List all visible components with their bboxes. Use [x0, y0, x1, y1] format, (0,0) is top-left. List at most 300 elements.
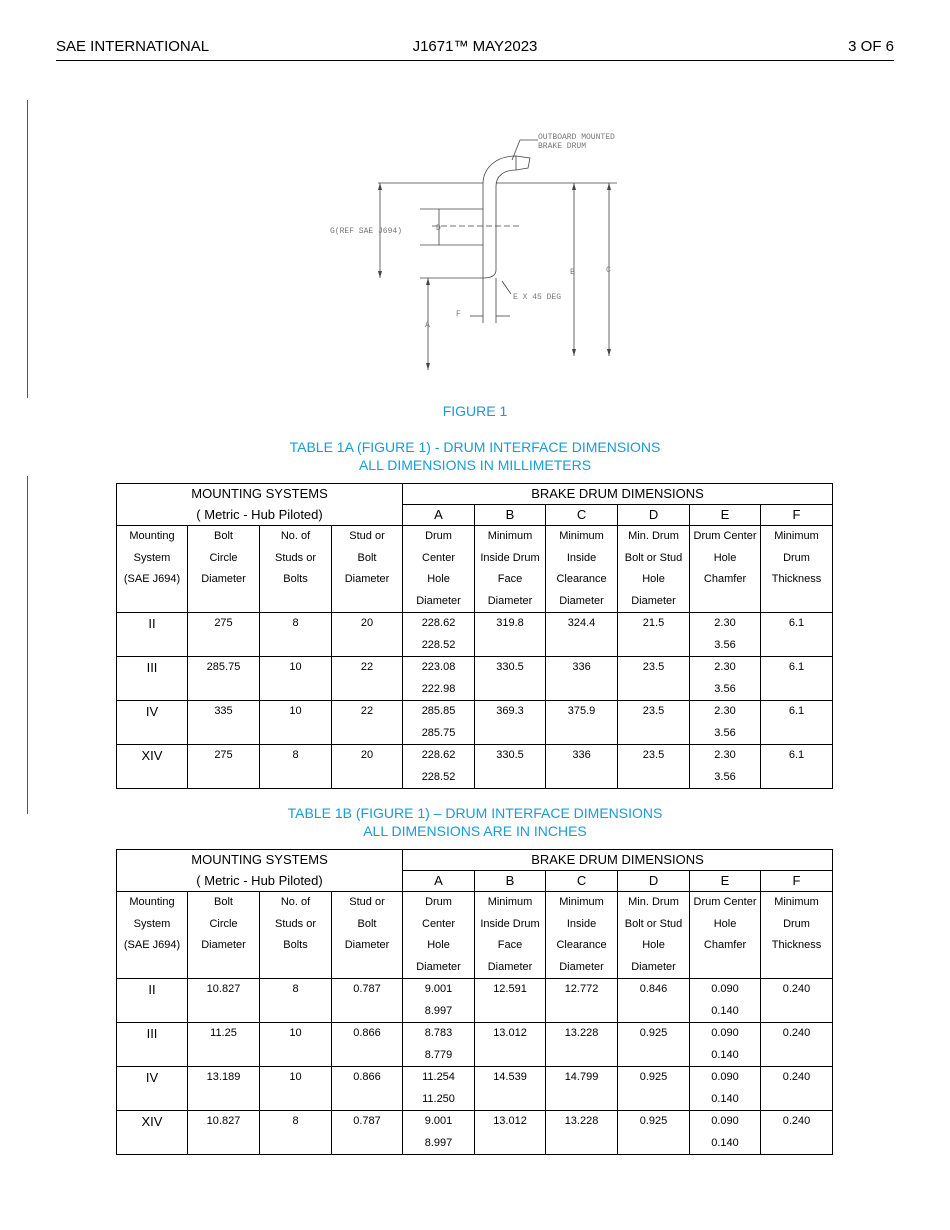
cell-spacer: [117, 767, 187, 789]
table-row: [117, 701, 833, 745]
column-label-line: Min. Drum: [628, 896, 679, 908]
table-cell: [332, 1023, 403, 1067]
column-letter: D: [618, 505, 690, 526]
table-1a: [116, 483, 833, 789]
cell-value: 8: [292, 983, 299, 995]
table-cell: [618, 745, 690, 789]
column-label-line: Thickness: [771, 939, 822, 951]
cell-value-line: 3.56: [714, 770, 736, 783]
cell-value: 8: [292, 617, 299, 629]
table-cell: [260, 613, 332, 657]
mounting-system-cell: [117, 1111, 188, 1155]
table-cell: [260, 701, 332, 745]
cell-spacer: [618, 635, 689, 657]
cell-spacer: [618, 1133, 689, 1155]
cell-value-line: 2.30: [714, 617, 736, 629]
table-cell: [761, 657, 833, 701]
cell-spacer: [188, 1089, 259, 1111]
arrow-a-bottom: [426, 363, 430, 370]
column-label-line: Diameter: [344, 573, 390, 585]
cell-value: 22: [360, 661, 374, 673]
cell-value: 10: [289, 1027, 302, 1039]
cell-value: 13.189: [206, 1071, 241, 1083]
table-cell: [260, 1067, 332, 1111]
cell-value: 10: [289, 661, 302, 673]
group-mounting-systems: MOUNTING SYSTEMS: [117, 850, 403, 871]
table-cell: [403, 613, 475, 657]
cell-value: IV: [145, 1070, 159, 1085]
table-cell: [403, 701, 475, 745]
cell-spacer: [332, 679, 402, 701]
cell-value: 21.5: [642, 617, 665, 629]
cell-value: 0.925: [639, 1027, 668, 1039]
column-label-line: Minimum: [559, 896, 604, 908]
cell-value: 23.5: [642, 705, 665, 717]
column-label-line: Bolt or Stud: [624, 551, 683, 564]
cell-value: 0.240: [782, 1115, 811, 1127]
cell-value: 335: [214, 705, 233, 717]
drum-figure: [320, 128, 640, 378]
cell-spacer: [332, 1089, 402, 1111]
table-cell: [403, 745, 475, 789]
cell-value: 285.75: [206, 661, 241, 673]
cell-spacer: [188, 1001, 259, 1023]
table-cell: [546, 613, 618, 657]
cell-spacer: [546, 767, 617, 789]
column-label-line: Clearance: [556, 573, 607, 585]
column-label-line: Drum: [783, 551, 810, 564]
table-cell: [761, 1023, 833, 1067]
table-cell: [475, 979, 546, 1023]
table-cell: [618, 613, 690, 657]
cell-value: 12.591: [493, 983, 527, 995]
column-label: [690, 526, 761, 613]
cell-spacer: [475, 679, 545, 701]
table-cell: [618, 701, 690, 745]
cell-value-line: 0.140: [711, 1004, 739, 1017]
table-cell: [260, 745, 332, 789]
column-label: [332, 526, 403, 613]
cell-value-line: 2.30: [714, 661, 736, 673]
cell-value-line: 9.001: [424, 1115, 453, 1127]
column-letter: C: [546, 505, 618, 526]
cell-spacer: [332, 767, 402, 789]
cell-spacer: [117, 679, 187, 701]
table-cell: [188, 1067, 260, 1111]
column-label-line: Face: [497, 939, 523, 951]
column-label-line: Diameter: [487, 594, 533, 607]
column-label-line: Stud or: [349, 896, 385, 908]
cell-value: 14.539: [493, 1071, 527, 1083]
column-label-line: Diameter: [559, 594, 604, 607]
column-label: [690, 892, 761, 979]
cell-value-line: 0.090: [711, 1115, 739, 1127]
arrow-b-bottom: [572, 349, 576, 356]
table-cell: [260, 657, 332, 701]
cell-value: 10: [289, 1071, 302, 1083]
cell-spacer: [332, 723, 402, 745]
column-label-line: Mounting: [129, 896, 175, 908]
cell-value: 0.240: [782, 1027, 811, 1039]
column-label-line: Bolt: [357, 551, 377, 564]
table-cell: [332, 979, 403, 1023]
table-cell: [260, 1023, 332, 1067]
table-row: [117, 979, 833, 1023]
column-label-line: Center: [422, 917, 456, 930]
column-label: [332, 892, 403, 979]
table-cell: [188, 613, 260, 657]
arrow-c-top: [607, 183, 611, 190]
cell-value: 22: [360, 705, 374, 717]
cell-spacer: [475, 1045, 545, 1067]
group-header-row: [117, 484, 833, 505]
cell-value-line: 0.140: [711, 1136, 739, 1149]
cell-value: XIV: [141, 748, 163, 763]
column-label: [260, 526, 332, 613]
table-cell: [332, 657, 403, 701]
column-label: [260, 892, 332, 979]
cell-spacer: [475, 767, 545, 789]
cell-spacer: [188, 1133, 259, 1155]
table-1a-subtitle: ALL DIMENSIONS IN MILLIMETERS: [358, 457, 592, 473]
column-label-line: Drum Center: [693, 530, 757, 542]
cell-spacer: [260, 1089, 331, 1111]
cell-spacer: [761, 1133, 832, 1155]
cell-value: 324.4: [567, 617, 596, 629]
table-cell: [618, 1111, 690, 1155]
cell-spacer: [188, 679, 259, 701]
column-label: [761, 526, 833, 613]
cell-spacer: [618, 723, 689, 745]
cell-spacer: [260, 1133, 331, 1155]
cell-value: II: [148, 982, 156, 997]
cell-spacer: [188, 1045, 259, 1067]
cell-value: 13.012: [493, 1115, 527, 1127]
cell-spacer: [260, 767, 331, 789]
column-label: [188, 892, 260, 979]
cell-spacer: [117, 1133, 187, 1155]
column-label: [546, 526, 618, 613]
table-cell: [618, 1023, 690, 1067]
column-label: [618, 526, 690, 613]
table-cell: [475, 1111, 546, 1155]
column-label-line: (SAE J694): [123, 939, 181, 951]
cell-value-line: 228.52: [421, 638, 456, 651]
cell-value: 23.5: [642, 749, 665, 761]
column-label-line: Face: [497, 573, 523, 585]
column-label-line: (SAE J694): [123, 573, 181, 585]
cell-value: II: [148, 616, 156, 631]
table-row: [117, 1067, 833, 1111]
cell-spacer: [188, 635, 259, 657]
column-letter: F: [761, 505, 833, 526]
column-label-line: Circle: [209, 551, 238, 564]
column-label-line: Center: [422, 551, 456, 564]
table-cell: [690, 1023, 761, 1067]
cell-value-line: 0.140: [711, 1048, 739, 1061]
table-cell: [403, 1111, 475, 1155]
table-cell: [546, 1023, 618, 1067]
column-label-line: Diameter: [416, 594, 461, 607]
cell-value: 12.772: [564, 983, 599, 995]
cell-value: 13.012: [493, 1027, 527, 1039]
column-label-line: Diameter: [416, 960, 461, 973]
table-cell: [690, 613, 761, 657]
column-label: [475, 526, 546, 613]
arrow-g-top: [378, 183, 382, 190]
table-cell: [260, 979, 332, 1023]
column-label-line: Hole: [642, 939, 665, 951]
cell-value-line: 222.98: [421, 682, 456, 695]
cell-spacer: [546, 635, 617, 657]
column-label-line: Drum Center: [693, 896, 757, 908]
table-cell: [546, 657, 618, 701]
cell-value-line: 228.52: [421, 770, 456, 783]
cell-spacer: [546, 679, 617, 701]
header-document-number: J1671™ MAY2023: [412, 38, 538, 55]
cell-value-line: 3.56: [714, 638, 736, 651]
label-b: B: [570, 268, 575, 277]
column-letter: A: [403, 505, 475, 526]
table-cell: [403, 657, 475, 701]
table-cell: [761, 1111, 833, 1155]
cell-value: 6.1: [788, 661, 805, 673]
column-label-row: [117, 526, 833, 613]
mounting-system-cell: [117, 613, 188, 657]
table-cell: [690, 1111, 761, 1155]
cell-spacer: [117, 635, 187, 657]
column-label-line: Diameter: [559, 960, 604, 973]
table-cell: [546, 1067, 618, 1111]
label-drum: OUTBOARD MOUNTED: [538, 133, 615, 142]
cell-value: III: [146, 1026, 158, 1041]
cell-spacer: [475, 1089, 545, 1111]
cell-value: 0.787: [353, 1115, 381, 1127]
cell-spacer: [117, 1089, 187, 1111]
table-1b: [116, 849, 833, 1155]
cell-spacer: [332, 635, 402, 657]
cell-value: 336: [572, 661, 591, 673]
mounting-system-cell: [117, 1067, 188, 1111]
cell-value: XIV: [141, 1114, 163, 1129]
table-cell: [546, 1111, 618, 1155]
cell-value: 10.827: [206, 1115, 241, 1127]
cell-value: 20: [360, 749, 374, 761]
label-drum-2: BRAKE DRUM: [538, 142, 587, 151]
cell-value-line: 9.001: [424, 983, 453, 995]
mounting-system-cell: [117, 701, 188, 745]
table-cell: [260, 1111, 332, 1155]
cell-value-line: 3.56: [714, 682, 736, 695]
table-cell: [188, 745, 260, 789]
column-label-line: Minimum: [487, 896, 533, 908]
cell-value: 20: [360, 617, 374, 629]
column-label-line: Diameter: [201, 939, 246, 951]
column-letter: F: [761, 871, 833, 892]
column-label-line: Minimum: [487, 530, 533, 542]
column-label-line: Chamfer: [703, 573, 747, 585]
cell-spacer: [761, 767, 832, 789]
cell-spacer: [618, 679, 689, 701]
column-label: [117, 526, 188, 613]
column-label-line: Inside Drum: [480, 551, 540, 564]
cell-value-line: 8.997: [424, 1136, 453, 1149]
label-g: G(REF SAE J694): [330, 227, 403, 236]
header-page-number: 3 OF 6: [848, 38, 894, 55]
cell-spacer: [761, 679, 832, 701]
letter-row: [117, 505, 833, 526]
cell-value: 0.846: [639, 983, 668, 995]
cell-value-line: 8.779: [424, 1048, 453, 1061]
group-mounting-systems: MOUNTING SYSTEMS: [117, 484, 403, 505]
cell-value: 336: [572, 749, 591, 761]
column-letter: E: [690, 505, 761, 526]
column-label-line: Diameter: [631, 960, 676, 973]
table-cell: [475, 745, 546, 789]
table-cell: [475, 613, 546, 657]
page-header: [56, 38, 894, 61]
cell-spacer: [618, 767, 689, 789]
cell-value: 0.925: [639, 1071, 668, 1083]
table-cell: [188, 1023, 260, 1067]
column-label-line: Studs or: [275, 917, 316, 930]
column-letter: B: [475, 871, 546, 892]
cell-value: 375.9: [567, 705, 596, 717]
drum-break-line: [516, 156, 530, 170]
column-label-line: Minimum: [774, 530, 819, 542]
column-label-line: Drum: [783, 917, 810, 930]
cell-value-line: 0.140: [711, 1092, 739, 1105]
label-a: A: [425, 321, 430, 330]
cell-spacer: [761, 723, 832, 745]
column-label-line: Bolts: [283, 573, 308, 585]
cell-spacer: [761, 1001, 832, 1023]
column-label-line: Chamfer: [703, 939, 747, 951]
drum-profile: [483, 156, 516, 278]
mounting-system-cell: [117, 1023, 188, 1067]
cell-value-line: 228.62: [421, 617, 456, 629]
arrow-g-bottom: [378, 271, 382, 278]
table-1a-title: TABLE 1A (FIGURE 1) - DRUM INTERFACE DIMENSIONS: [289, 439, 661, 455]
table-cell: [475, 701, 546, 745]
table-cell: [690, 979, 761, 1023]
column-label-line: Minimum: [774, 896, 819, 908]
label-e: E X 45 DEG: [513, 293, 562, 302]
cell-value: 369.3: [496, 705, 524, 717]
cell-spacer: [546, 723, 617, 745]
table-cell: [332, 701, 403, 745]
column-label-line: Bolts: [283, 939, 308, 951]
arrow-a-top: [426, 278, 430, 285]
letter-row: [117, 871, 833, 892]
column-label-line: Inside: [566, 551, 597, 564]
column-label-line: Mounting: [129, 530, 175, 542]
cell-spacer: [332, 1001, 402, 1023]
column-label-line: Bolt or Stud: [624, 917, 683, 930]
cell-value: 0.240: [782, 983, 811, 995]
column-letter: A: [403, 871, 475, 892]
cell-value: 0.240: [782, 1071, 811, 1083]
table-cell: [761, 745, 833, 789]
table-row: [117, 613, 833, 657]
cell-spacer: [475, 1133, 545, 1155]
cell-value-line: 0.090: [711, 983, 739, 995]
column-label-line: No. of: [280, 896, 311, 908]
cell-value: 11.25: [210, 1027, 237, 1039]
cell-spacer: [475, 723, 545, 745]
table-row: [117, 745, 833, 789]
table-cell: [403, 1023, 475, 1067]
table-cell: [690, 657, 761, 701]
cell-spacer: [188, 723, 259, 745]
cell-value: 0.866: [353, 1027, 381, 1039]
column-label-line: Minimum: [559, 530, 604, 542]
cell-value: 330.5: [496, 749, 524, 761]
cell-spacer: [475, 635, 545, 657]
column-label-line: Clearance: [556, 939, 607, 951]
table-cell: [546, 701, 618, 745]
table-cell: [761, 701, 833, 745]
column-letter: B: [475, 505, 546, 526]
cell-spacer: [260, 635, 331, 657]
column-label-line: System: [133, 551, 171, 564]
table-cell: [618, 657, 690, 701]
column-letter: E: [690, 871, 761, 892]
cell-value: 13.228: [564, 1115, 599, 1127]
table-cell: [188, 1111, 260, 1155]
mounting-system-cell: [117, 979, 188, 1023]
cell-value: 6.1: [788, 749, 805, 761]
label-f: F: [456, 310, 461, 319]
cell-value-line: 285.75: [421, 726, 456, 739]
column-label-line: Thickness: [771, 573, 822, 585]
table-row: [117, 657, 833, 701]
cell-value-line: 11.250: [422, 1092, 455, 1105]
table-cell: [188, 657, 260, 701]
cell-value-line: 8.997: [424, 1004, 453, 1017]
label-d: D: [436, 224, 441, 233]
cell-value: 330.5: [496, 661, 524, 673]
cell-value: 10.827: [206, 983, 241, 995]
table-cell: [332, 1111, 403, 1155]
group-brake-drum-dimensions: BRAKE DRUM DIMENSIONS: [403, 850, 833, 871]
cell-spacer: [188, 767, 259, 789]
column-label-line: Hole: [642, 573, 665, 585]
column-label-line: Drum: [425, 530, 452, 542]
group-brake-drum-dimensions: BRAKE DRUM DIMENSIONS: [403, 484, 833, 505]
table-cell: [546, 979, 618, 1023]
table-cell: [690, 701, 761, 745]
cell-value-line: 2.30: [714, 749, 736, 761]
cell-spacer: [618, 1045, 689, 1067]
column-label-line: Stud or: [349, 530, 385, 542]
cell-spacer: [117, 1001, 187, 1023]
column-label-line: Min. Drum: [628, 530, 679, 542]
cell-value: 319.8: [496, 617, 524, 629]
column-label-line: Studs or: [275, 551, 316, 564]
column-label-line: Hole: [713, 551, 737, 564]
column-label-line: Inside: [566, 917, 597, 930]
cell-value: 8: [292, 1115, 299, 1127]
table-cell: [761, 1067, 833, 1111]
group-metric-hub-piloted: ( Metric - Hub Piloted): [117, 505, 403, 526]
column-label-line: System: [133, 917, 171, 930]
cell-value: 8: [292, 749, 299, 761]
cell-spacer: [475, 1001, 545, 1023]
table-cell: [618, 1067, 690, 1111]
cell-spacer: [546, 1045, 617, 1067]
table-cell: [332, 613, 403, 657]
